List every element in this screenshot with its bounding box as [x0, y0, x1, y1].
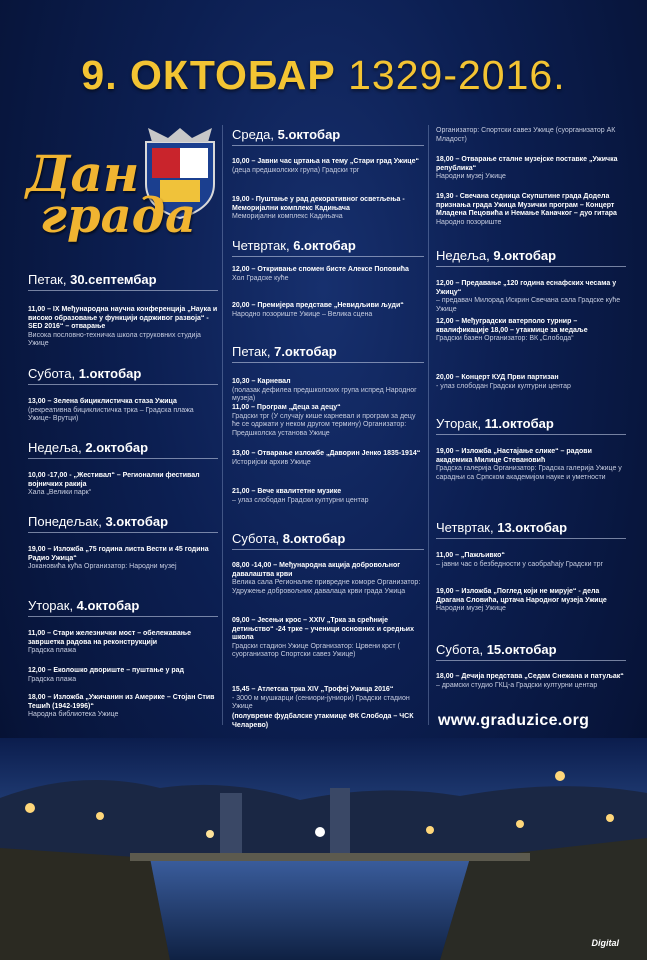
logo-line-1: Дан: [26, 144, 140, 203]
day-heading: Понедељак, 3.октобар: [28, 514, 218, 533]
day-heading: Среда, 5.октобар: [232, 127, 424, 146]
event-organizer: Организатор: Спортски савез Ужице (суорганизатор АК Младост): [436, 127, 616, 143]
title-years: 1329-2016.: [348, 52, 566, 98]
column-divider: [428, 125, 429, 725]
event-item: 21,00 – Вече квалитетне музике – улаз слободан Градски културни центар: [232, 488, 369, 504]
column-divider: [222, 125, 223, 725]
event-item: 09,00 – Јесењи крос – XXIV „Трка за срећније детињство“ -24 трке – ученици основних и средњих школа Градски стадион Ужице Организатор: Црвени крст ( суорганизатор Спортски савез Ужице): [232, 617, 414, 659]
event-item: 20,00 – Концерт КУД Први партизан - улаз слободан Градски културни центар: [436, 374, 571, 390]
event-item: 19,30 - Свечана седница Скупштине града Додела признања града Ужица Музички програм – Концерт Младена Пецовића и Немање Каначког – дуо гитара Народно позориште: [436, 193, 617, 226]
city-day-logo: [26, 124, 216, 254]
day-heading: Субота, 1.октобар: [28, 366, 218, 385]
title-day: 9. ОКТОБАР: [81, 52, 336, 98]
event-item: 15,45 – Атлетска трка XIV „Трофеј Ужица 2016“ - 3000 м мушкарци (сениори-јуниори) Градски стадион Ужице: [232, 686, 410, 711]
event-item: 19,00 - Пуштање у рад декоративног осветљења - Меморијални комплекс Кадињача Меморијални комплекс Кадињача: [232, 196, 405, 221]
event-item: 10,00 -17,00 - „Жестивал“ – Регионални фестивал војничких ракија Хала „Велики парк“: [28, 472, 200, 497]
day-heading: Петак, 7.октобар: [232, 344, 424, 363]
event-item: 13,00 – Отварање изложбе „Даворин Јенко 1835-1914“ Историјски архив Ужице: [232, 450, 421, 466]
day-heading: Уторак, 4.октобар: [28, 598, 218, 617]
event-item: 10,00 – Јавни час цртања на тему „Стари град Ужице“ (деца предшколских група) Градски трг: [232, 158, 419, 174]
event-item: 20,00 – Премијера представе „Невидљиви људи“ Народно позориште Ужице – Велика сцена: [232, 302, 404, 318]
event-item: 08,00 -14,00 – Међународна акција добровољног давалаштва крви Велика сала Регионалне привредне коморе Организатор: Удружење добровољних давалаца крви града Ужица: [232, 562, 421, 595]
event-item: 12,00 – Еколошко двориште – пуштање у рад Градска плажа: [28, 667, 184, 683]
day-heading: Петак, 30.септембар: [28, 272, 218, 291]
event-item: 19,00 – Изложба „Настајање слике“ – радови академика Милице Стевановић Градска галерија Организатор: Градска галерија Ужице у сарадњи са Српском академијом науке и уметности: [436, 448, 622, 481]
day-heading: Субота, 8.октобар: [232, 531, 424, 550]
poster-title: [0, 52, 647, 99]
logo-line-2: града: [40, 188, 197, 244]
event-item: 18,00 – Отварање сталне музејске поставке „Ужичка република“ Народни музеј Ужице: [436, 156, 618, 181]
event-item: 19,00 – Изложба „Поглед који не мирује“ - дела Драгана Словића, цртача Народног музеја Ужице Народни музеј Ужице: [436, 588, 607, 613]
event-item: 19,00 – Изложба „75 година листа Вести и 45 година Радио Ужица“ Јокановића кућа Организатор: Народни музеј: [28, 546, 209, 571]
website-link[interactable]: www.graduzice.org: [438, 712, 590, 729]
event-item: 11,00 – Стари железнички мост – обележавање завршетка радова на реконструкцији Градска плажа: [28, 630, 191, 655]
event-item: 18,00 – Изложба „Ужичанин из Америке – Стојан Стив Тешић (1942-1996)“ Народна библиотека Ужице: [28, 694, 215, 719]
event-item: 11,00 – „Пажљивко“ – јавни час о безбедности у саобраћају Градски трг: [436, 552, 604, 568]
event-item: 18,00 – Дечија представа „Седам Снежана и патуљак“ – драмски студио ГКЦ-а Градски културни центар: [436, 673, 624, 689]
day-heading: Четвртак, 13.октобар: [436, 520, 626, 539]
event-item: 12,00 – Предавање „120 година еснафских чесама у Ужицу“ – предавач Милорад Искрин Свечана сала Градске куће Ужице: [436, 280, 621, 313]
event-item: (полувреме фудбалске утакмице ФК Слобода – ЧСК Челарево): [232, 713, 414, 729]
event-item: 12,00 – Међуградски ватерполо турнир – квалификације 18,00 – утакмице за медаље Градски базен Организатор: ВК „Слобода“: [436, 318, 588, 343]
event-item: 10,30 – Карневал (полазак дефилеа предшколских група испред Народног музеја): [232, 378, 417, 403]
city-night-photo: [0, 738, 647, 960]
day-heading: Четвртак, 6.октобар: [232, 238, 424, 257]
event-item: 11,00 – IX Међународна научна конференција „Наука и високо образовање у функцији одрживог развоја“ - SED 2016“ – отварање Висока пословно-техничка школа струковних студија Ужице: [28, 306, 218, 348]
event-item: 12,00 – Откривање спомен бисте Алексе Поповића Хол Градске куће: [232, 266, 409, 282]
day-heading: Уторак, 11.октобар: [436, 416, 626, 435]
day-heading: Субота, 15.октобар: [436, 642, 626, 661]
day-heading: Недеља, 2.октобар: [28, 440, 218, 459]
event-item: 11,00 – Програм „Деца за децу“ Градски трг (У случају кише карневал и програм за децу ће се одржати у неком другом термину) Организатор: Предшколска установа Ужице: [232, 404, 416, 437]
day-heading: Недеља, 9.октобар: [436, 248, 626, 267]
event-item: 13,00 – Зелена бициклистичка стаза Ужица (рекреативна бициклистичка трка – Градска плажа Ужице- Врутци): [28, 398, 194, 423]
photographer-badge: Digital: [591, 938, 619, 948]
